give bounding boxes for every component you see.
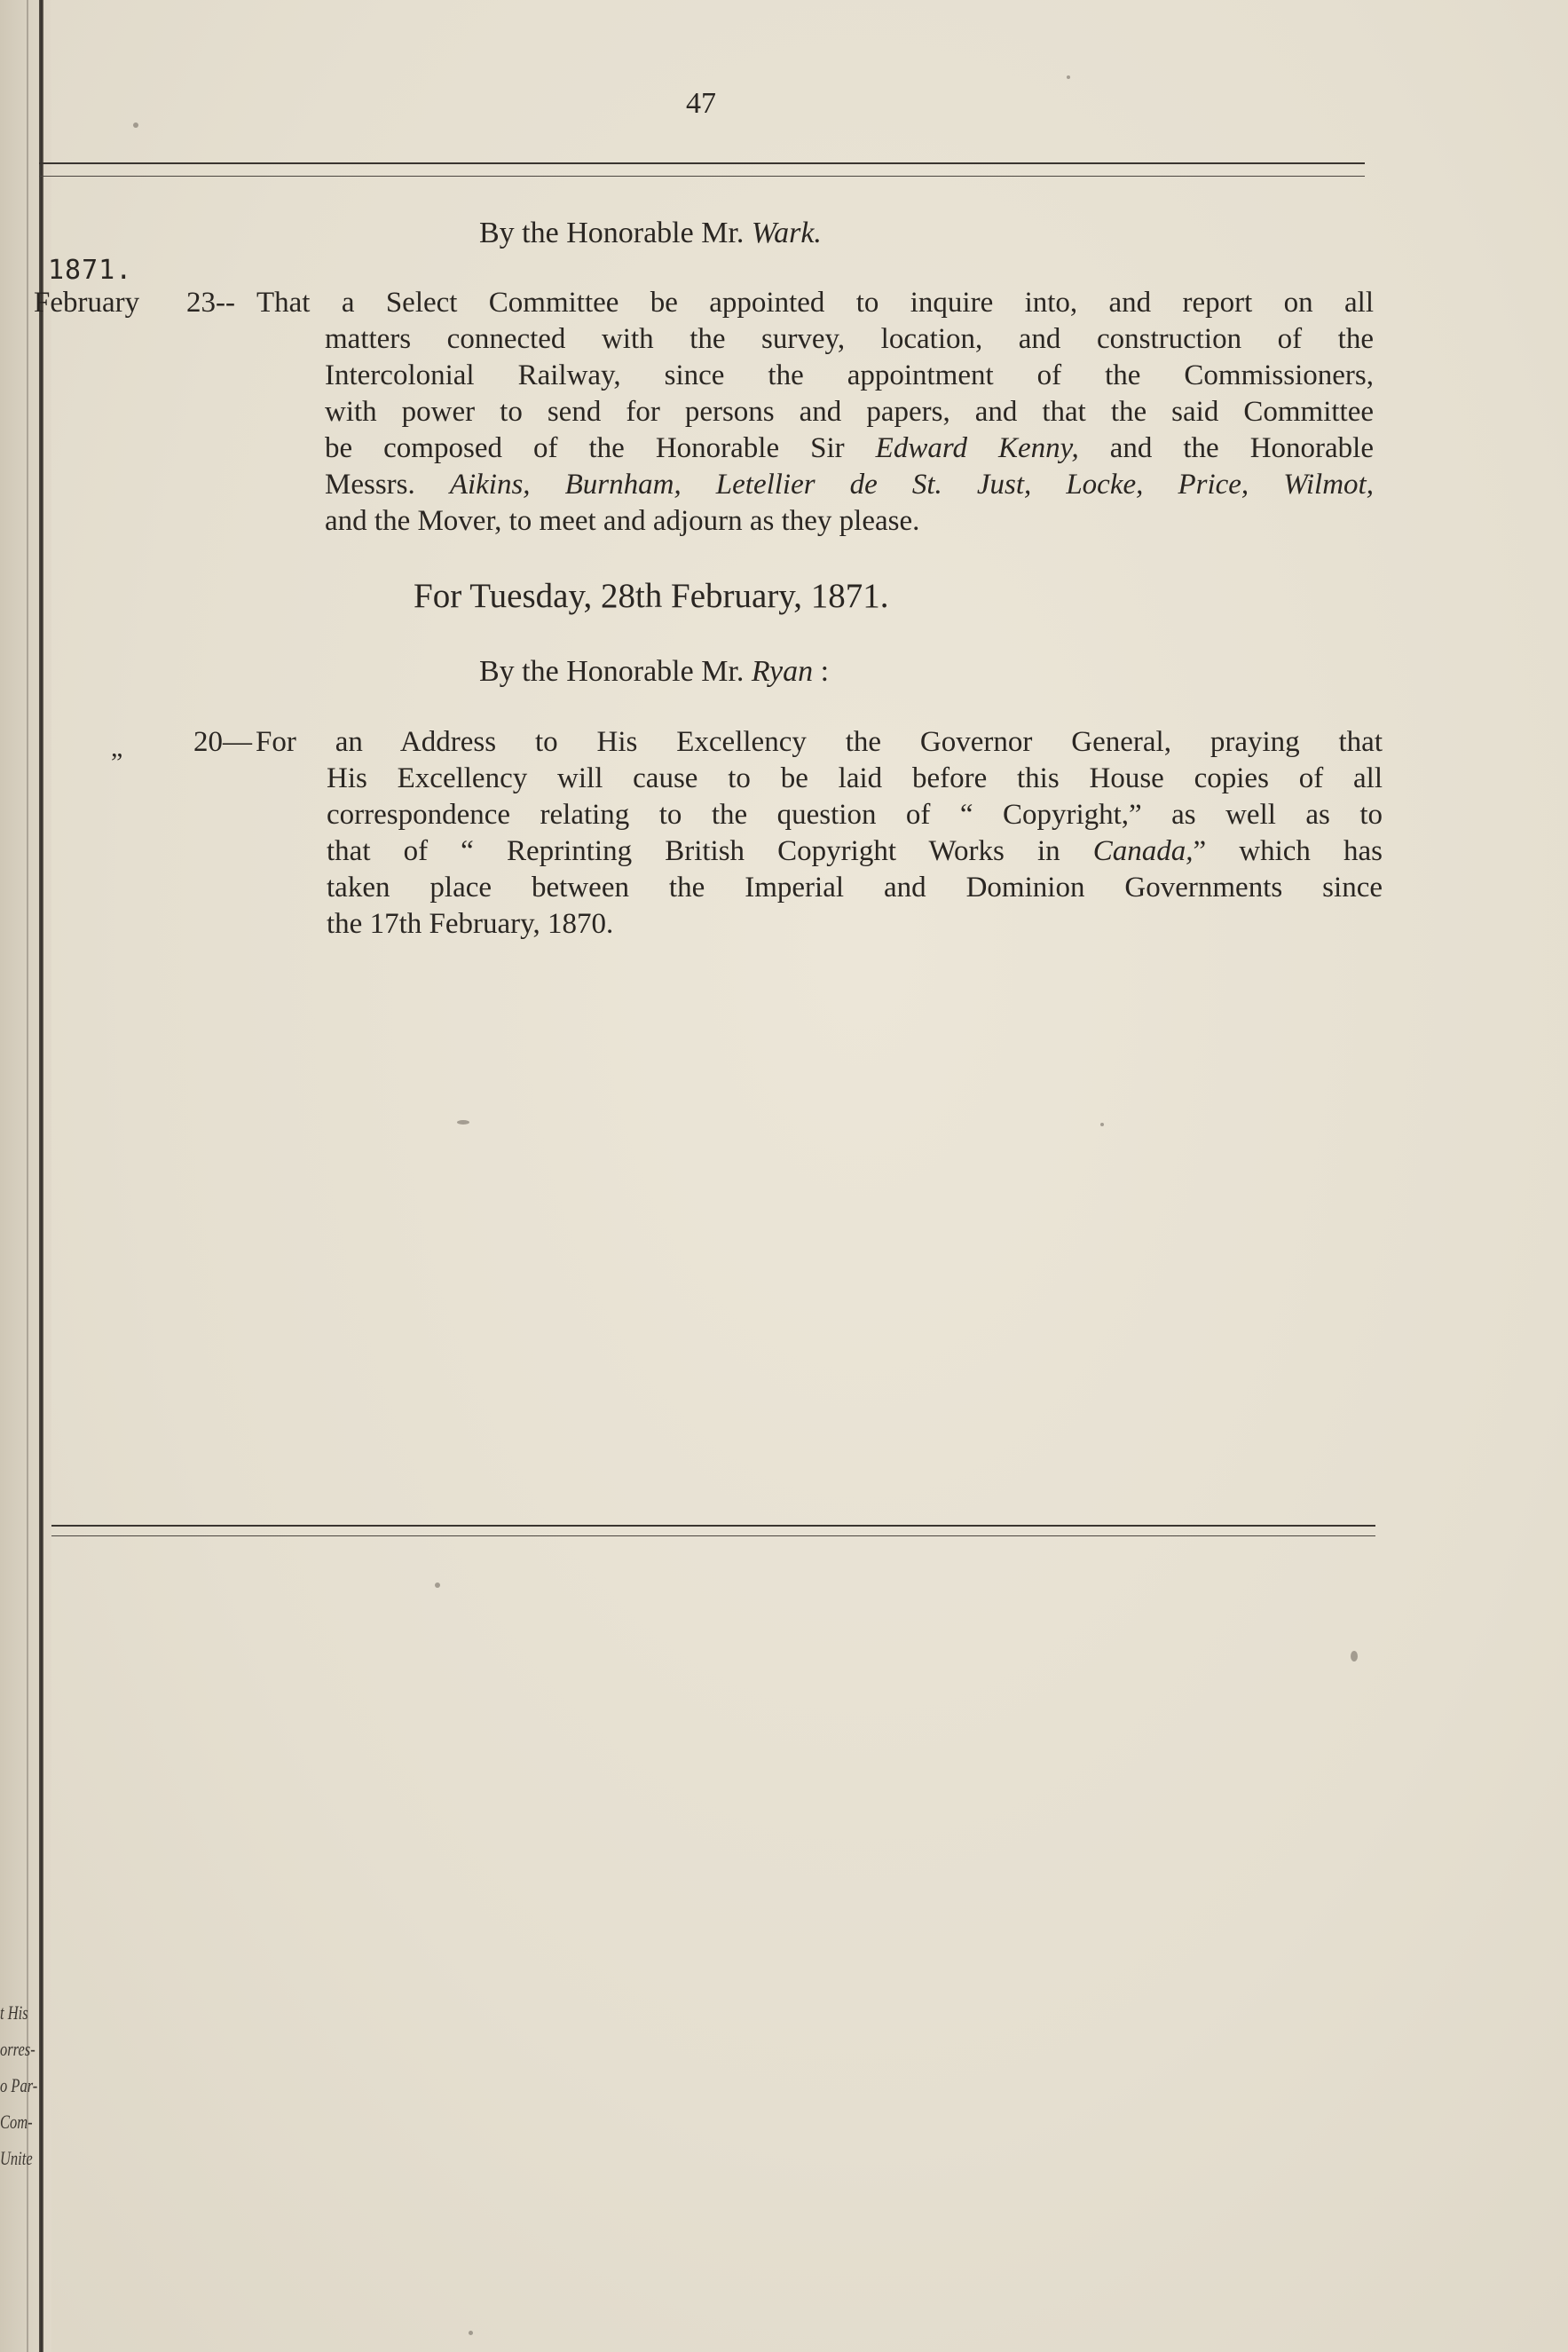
paper-speck (457, 1120, 469, 1125)
entry-number: 23-- (186, 287, 235, 319)
paper-speck (1351, 1651, 1358, 1661)
motion-line-5-tail: and the Honorable (1078, 432, 1374, 464)
address-line-4 (327, 837, 1383, 866)
page-number: 47 (686, 87, 716, 120)
country-name-canada: Canada, (1092, 835, 1194, 867)
mover-prefix: By the Honorable Mr. (479, 217, 745, 249)
address-line-4-tail: ” which has (1193, 835, 1383, 867)
mover-prefix-2: By the Honorable Mr. (479, 655, 745, 688)
margin-note-2: orres- (0, 2038, 35, 2060)
binding-gutter-line (39, 0, 43, 2352)
motion-line-2: matters connected with the survey, location, and construction of the (325, 323, 1374, 355)
motion-line-1: That a Select Committee be appointed to inquire into, and report on all (256, 287, 1374, 319)
entry-number-2: 20— (193, 726, 252, 758)
motion-line-6-lead: Messrs. (325, 469, 450, 501)
margin-note-1: t His (0, 2001, 28, 2024)
member-name-kenny: Edward Kenny, (875, 432, 1079, 464)
bottom-rule-lower (51, 1535, 1375, 1536)
section-heading-tuesday: For Tuesday, 28th February, 1871. (414, 577, 889, 615)
motion-line-5-lead: be composed of the Honorable Sir (325, 432, 876, 464)
paper-speck (133, 122, 138, 128)
address-line-5: taken place between the Imperial and Dominion Governments since (327, 872, 1383, 904)
address-line-1: For an Address to His Excellency the Governor General, praying that (256, 726, 1383, 758)
paper-speck (435, 1582, 440, 1588)
margin-note-3: o Par- (0, 2074, 38, 2096)
paper-speck (1067, 75, 1070, 79)
motion-line-4: with power to send for persons and papers, and that the said Committee (325, 396, 1374, 428)
mover-caption-ryan (479, 657, 829, 687)
motion-line-7: and the Mover, to meet and adjourn as they please. (325, 505, 920, 537)
address-line-4-lead: that of “ Reprinting British Copyright Works in (327, 835, 1093, 867)
ditto-mark: „ (111, 733, 123, 762)
binding-fold-line (27, 0, 28, 2352)
address-line-2: His Excellency will cause to be laid before this House copies of all (327, 762, 1383, 794)
binding-edge (0, 0, 51, 2352)
bottom-rule-upper (51, 1525, 1375, 1527)
year-label: 1871. (48, 255, 133, 286)
mover-suffix-2: : (813, 655, 830, 688)
address-line-3: correspondence relating to the question of “ Copyright,” as well as to (327, 799, 1383, 831)
member-names-list: Aikins, Burnham, Letellier de St. Just, Locke, Price, Wilmot, (449, 469, 1374, 501)
motion-line-3: Intercolonial Railway, since the appointment of the Commissioners, (325, 359, 1374, 391)
address-line-6: the 17th February, 1870. (327, 908, 614, 940)
mover-name-2: Ryan (751, 655, 814, 688)
paper-speck (469, 2331, 473, 2335)
motion-line-5 (325, 434, 1374, 463)
top-rule-lower (39, 176, 1365, 177)
motion-line-6 (325, 470, 1374, 500)
paper-speck (1100, 1123, 1104, 1126)
mover-caption-wark (479, 218, 822, 249)
margin-note-5: Unite (0, 2147, 33, 2169)
mover-name: Wark. (751, 217, 822, 249)
top-rule-upper (39, 162, 1365, 164)
entry-date: February (34, 287, 140, 319)
margin-note-4: Com- (0, 2111, 33, 2133)
